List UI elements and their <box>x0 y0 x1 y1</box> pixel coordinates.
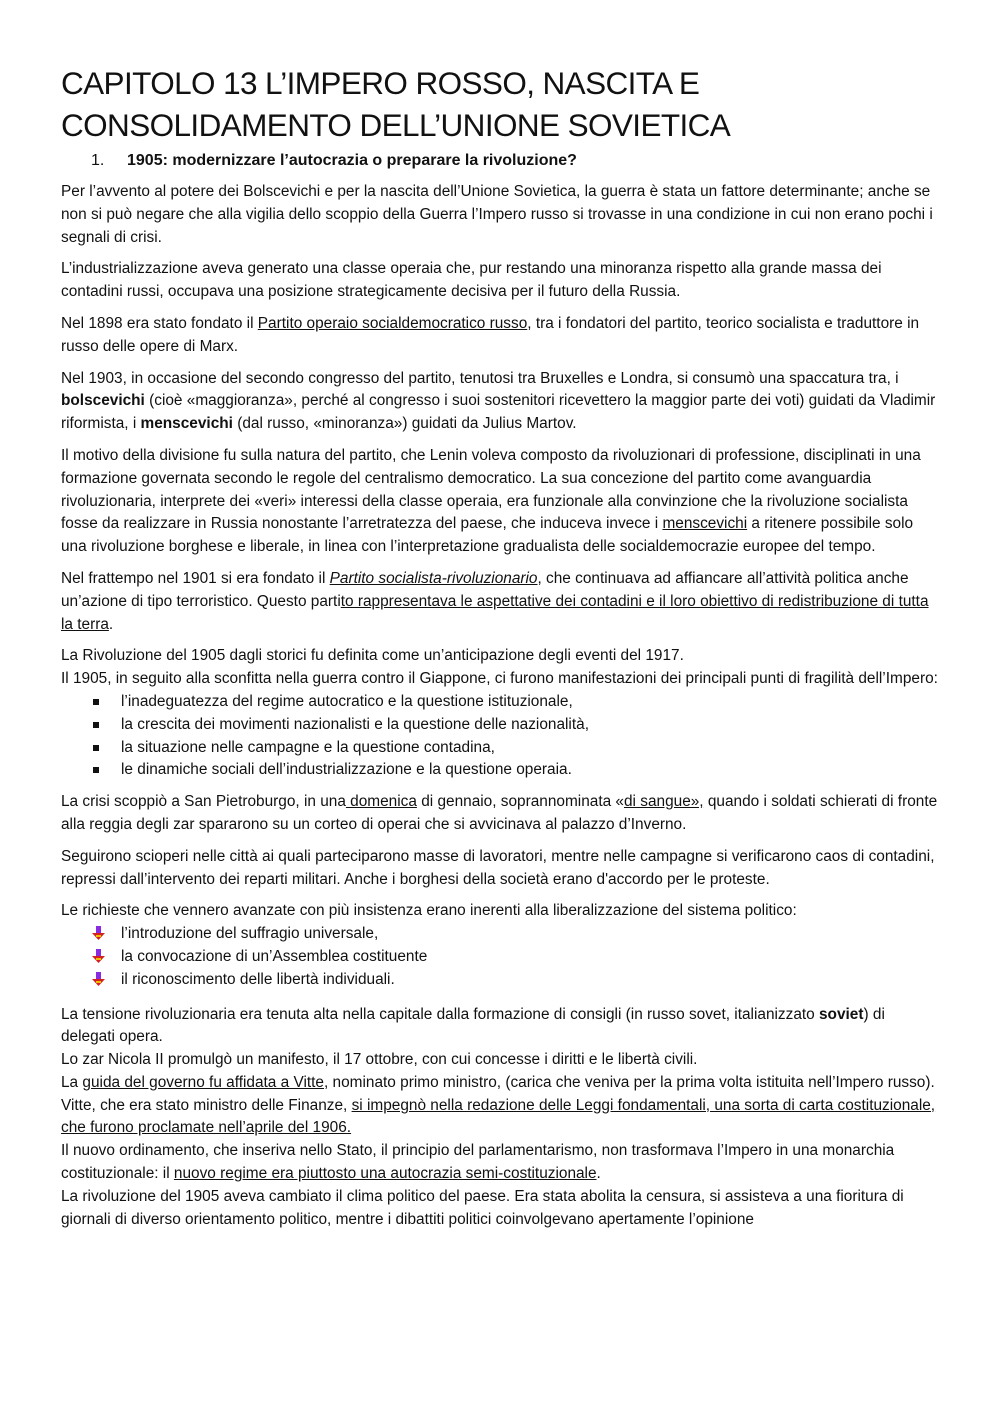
down-arrow-bullet-icon <box>91 972 106 987</box>
paragraph-11-line-4 <box>61 1140 939 1186</box>
paragraph-2: L’industrializzazione aveva generato una classe operaia che, pur restando una minoranza rispetto alla grande massa dei contadini russi, occupava una posizione strategicamente decisiva per il futuro della Russia. <box>61 260 882 301</box>
list-item <box>61 969 939 992</box>
text-run: , tra i fondatori del partito, teorico socialista e traduttore in russo delle opere di Marx. <box>61 314 920 355</box>
text-run: Il motivo della divisione fu sulla natura del partito, che Lenin voleva composto da rivoluzionari di professione, disciplinati in una formazione governata secondo le regole del centralismo democratico. La sua concezione del partito come avanguardia rivoluzionaria, interprete dei «veri» interessi della classe operaia, era funzionale alla convinzione che la rivoluzione socialista fosse da realizzare in Russia nonostante l’arretratezza del paese, che induceva invece i <box>61 446 921 533</box>
down-arrow-bullet-icon <box>91 949 106 964</box>
paragraph-8 <box>61 791 939 837</box>
underlined-italic-text: Partito socialista-rivoluzionario <box>329 569 538 587</box>
text-run: Il nuovo ordinamento, che inseriva nello Stato, il principio del parlamentarismo, non trasformava l’Impero in una monarchia costituzionale: il <box>61 1142 895 1183</box>
document-page <box>61 62 939 1231</box>
paragraph-11 <box>61 1004 939 1232</box>
paragraph-11-line-5: La rivoluzione del 1905 aveva cambiato il clima politico del paese. Era stata abolita la censura, si assisteva a una fioritura di giornali di diverso orientamento politico, mentre i dibattiti politici coinvolgevano apertamente l’opinione <box>61 1187 904 1228</box>
paragraph-5 <box>61 445 939 559</box>
paragraph-1: Per l’avvento al potere dei Bolscevichi e per la nascita dell’Unione Sovietica, la guerra è stata un fattore determinante; anche se non si può negare che alla vigilia dello scoppio della Guerra l’Impero russo si trovasse in una condizione in cui non erano pochi i segnali di crisi. <box>61 183 933 246</box>
fragility-list <box>61 691 939 782</box>
paragraph-6 <box>61 568 939 636</box>
paragraph-3 <box>61 313 939 359</box>
text-run: (cioè «maggioranza», perché al congresso i suoi sostenitori ricevettero la maggior parte dei voti) guidati da Vladimir riformista, i <box>61 392 936 433</box>
text-run: a ritenere possibile solo una rivoluzione borghese e liberale, in linea con l’interpretazione gradualista delle socialdemocrazie europee del tempo. <box>61 515 914 556</box>
text-run: , che continuava ad affiancare all’attività politica anche un’azione di tipo terroristico. Questo parti <box>61 569 909 610</box>
underlined-text: to rappresentava le aspettative dei contadini e il loro obiettivo di redistribuzione di tutta la terra <box>61 592 929 633</box>
text-run: di gennaio, soprannominata « <box>416 793 624 811</box>
list-item: la situazione nelle campagne e la questione contadina, <box>61 737 939 760</box>
section-heading-text: 1905: modernizzare l’autocrazia o preparare la rivoluzione? <box>127 152 577 169</box>
section-number: 1. <box>91 152 105 169</box>
paragraph-7-line-1: La Rivoluzione del 1905 dagli storici fu definita come un’anticipazione degli eventi del 1917. <box>61 647 684 665</box>
underlined-text: si impegnò nella redazione delle Leggi fondamentali, una sorta di carta costituzionale, che furono proclamate nell’aprile del 1906. <box>61 1096 936 1137</box>
requests-list <box>61 923 939 991</box>
text-run: (dal russo, «minoranza») guidati da Julius Martov. <box>232 415 577 433</box>
text-run: ) di delegati opera. <box>61 1005 885 1046</box>
paragraph-10: Le richieste che vennero avanzate con più insistenza erano inerenti alla liberalizzazione del sistema politico: <box>61 902 797 920</box>
bold-term-menscevichi: menscevichi <box>140 415 233 433</box>
text-run: Nel 1898 era stato fondato il <box>61 314 258 332</box>
text-run: La <box>61 1073 83 1091</box>
underlined-text: Partito operaio socialdemocratico russo <box>257 314 528 332</box>
paragraph-4 <box>61 368 939 436</box>
text-run: Nel frattempo nel 1901 si era fondato il <box>61 569 330 587</box>
list-item-text: il riconoscimento delle libertà individuali. <box>121 970 395 988</box>
underlined-text: nuovo regime era piuttosto una autocrazia semi-costituzionale <box>173 1165 597 1183</box>
list-item: la crescita dei movimenti nazionalisti e la questione delle nazionalità, <box>61 714 939 737</box>
list-item-text: l’introduzione del suffragio universale, <box>121 925 379 943</box>
chapter-title: CAPITOLO 13 L’IMPERO ROSSO, NASCITA E CONSOLIDAMENTO DELL’UNIONE SOVIETICA <box>61 65 731 143</box>
underlined-text: di sangue», <box>624 793 704 811</box>
text-run: , nominato primo ministro, (carica che veniva per la prima volta istituita nell’Impero russo). Vitte, che era stato ministro delle Finanze, <box>61 1073 935 1114</box>
text-run: . <box>596 1165 601 1183</box>
text-run: quando i soldati schierati di fronte alla reggia degli zar spararono su un corteo di operai che si avvicinava al palazzo d’Inverno. <box>61 793 938 833</box>
underlined-text: menscevichi <box>662 515 748 533</box>
underlined-text: domenica <box>345 793 417 811</box>
paragraph-7 <box>61 645 939 691</box>
paragraph-11-line-3 <box>61 1072 939 1140</box>
text-run: . <box>108 615 114 633</box>
paragraph-11-line-1 <box>61 1004 939 1050</box>
text-run: La tensione rivoluzionaria era tenuta alta nella capitale dalla formazione di consigli (in russo sovet, italianizzato <box>61 1005 819 1023</box>
paragraph-11-line-2: Lo zar Nicola II promulgò un manifesto, il 17 ottobre, con cui concesse i diritti e le libertà civili. <box>61 1051 698 1069</box>
section-heading <box>91 150 939 172</box>
bold-term-bolscevichi: bolscevichi <box>61 392 145 410</box>
paragraph-9: Seguirono scioperi nelle città ai quali parteciparono masse di lavoratori, mentre nelle campagne si verificarono caos di contadini, repressi dall’intervento dei reparti militari. Anche i borghesi della società erano d'accordo per le proteste. <box>61 847 935 888</box>
list-item-text: la convocazione di un’Assemblea costituente <box>121 947 428 965</box>
underlined-text: guida del governo fu affidata a Vitte <box>82 1073 324 1091</box>
down-arrow-bullet-icon <box>91 926 106 941</box>
paragraph-7-line-2: Il 1905, in seguito alla sconfitta nella guerra contro il Giappone, ci furono manifestazioni dei principali punti di fragilità dell’Impero: <box>61 670 938 688</box>
list-item: le dinamiche sociali dell’industrializzazione e la questione operaia. <box>61 759 939 782</box>
text-run: Nel 1903, in occasione del secondo congresso del partito, tenutosi tra Bruxelles e Londra, si consumò una spaccatura tra, i <box>61 369 899 387</box>
bold-term-soviet: soviet <box>819 1005 864 1023</box>
text-run: La crisi scoppiò a San Pietroburgo, in una <box>61 793 346 811</box>
list-item: l’inadeguatezza del regime autocratico e la questione istituzionale, <box>61 691 939 714</box>
list-item <box>61 923 939 946</box>
list-item <box>61 946 939 969</box>
